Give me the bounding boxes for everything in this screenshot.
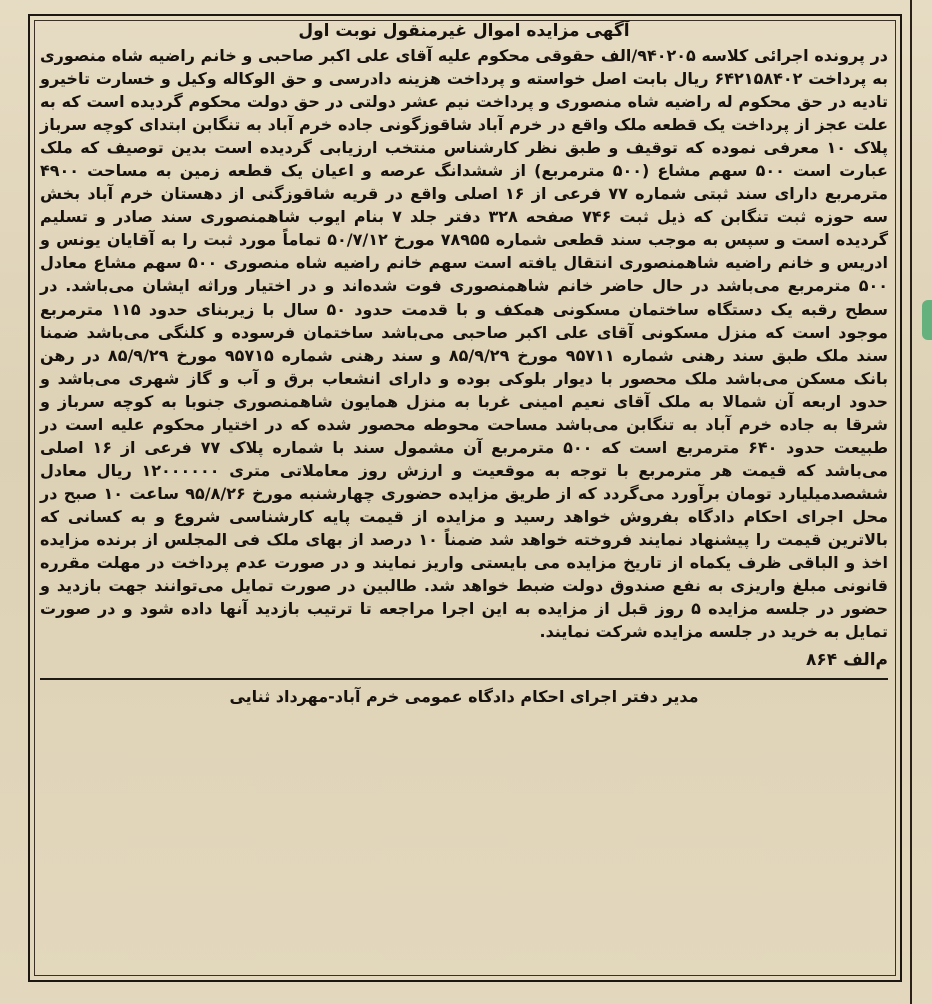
edge-color-mark (922, 300, 932, 340)
notice-reference-number: م‌الف ۸۶۴ (806, 650, 888, 671)
notice-body: در پرونده اجرائی کلاسه ۹۴۰۲۰۵/الف حقوقی محکوم علیه آقای علی اکبر صاحبی و خانم راضیه شاه منصوری به پرداخت ۶۴۲۱۵۸۴۰۲ ریال بابت اصل خواسته و پرداخت هزینه دادرسی و حق الوکاله وکیل و خسارت تاخیرو تادیه در حق محکوم له راضیه شاه منصوری و پرداخت نیم عشر دولتی در حق دولت محکوم گردیده است که به علت عجز از پرداخت یک قطعه ملک واقع در خرم آباد شاقوزگونی جاده خرم آباد به تنگابن ابتدای کوچه سرباز پلاک ۱۰ معرفی نموده که توقیف و طبق نظر کارشناس منتخب ارزیابی گردیده است بدین توصیف که ملک عبارت است ۵۰۰ سهم مشاع (۵۰۰ مترمربع) از ششدانگ عرصه و اعیان یک قطعه زمین به مساحت ۴۹۰۰ مترمربع دارای سند ثبتی شماره ۷۷ فرعی از ۱۶ اصلی واقع در قریه شاقوزگنی از دهستان خرم آباد بخش سه حوزه ثبت تنگابن که ذیل ثبت ۷۴۶ صفحه ۳۲۸ دفتر جلد ۷ بنام ایوب شاهمنصوری سند صادر و تسلیم گردیده است و سپس به موجب سند قطعی شماره ۷۸۹۵۵ مورخ ۵۰/۷/۱۲ تماماً مورد ثبت را به آقایان یونس و ادریس و خانم راضیه شاهمنصوری انتقال یافته است سهم خانم راضیه شاه منصوری ۵۰۰ سهم مشاع معادل ۵۰۰ مترمربع می‌باشد در حال حاضر خانم شاهمنصوری فوت شده‌اند و در اختیار وراثه ایشان می‌باشد. در سطح رقبه یک دستگاه ساختمان مسکونی همکف و با قدمت حدود ۵۰ سال با زیربنای حدود ۱۱۵ مترمربع موجود است که منزل مسکونی آقای علی اکبر صاحبی می‌باشد ساختمان فرسوده و کلنگی می‌باشد ضمنا سند ملک طبق سند رهنی شماره ۹۵۷۱۱ مورخ ۸۵/۹/۲۹ و سند رهنی شماره ۹۵۷۱۵ مورخ ۸۵/۹/۲۹ در رهن بانک مسکن می‌باشد ملک محصور با دیوار بلوکی بوده و دارای انشعاب برق و آب و گاز شهری می‌باشد و حدود اربعه آن شمالا به ملک آقای نعیم امینی غربا به منزل همایون شاهمنصوری جنوبا به کوچه سرباز و شرقا به جاده خرم آباد به تنگابن می‌باشد مساحت محوطه محصور شده که در اختیار محکوم علیه است در طبیعت حدود ۶۴۰ مترمربع است که ۵۰۰ مترمربع آن مشمول سند با شماره پلاک ۷۷ فرعی از ۱۶ اصلی می‌باشد که قیمت هر مترمربع با توجه به موقعیت و ارزش روز معاملاتی متری ۱۲۰۰۰۰۰۰ ریال معادل ششصدمیلیارد تومان برآورد می‌گردد که از طریق مزایده حضوری چهارشنبه مورخ ۹۵/۸/۲۶ ساعت ۱۰ صبح در محل اجرای احکام دادگاه بفروش خواهد رسید و مزایده از قیمت پایه کارشناسی شروع و به کسانی که بالاترین قیمت را پیشنهاد نمایند فروخته خواهد شد ضمناً ۱۰ درصد از بهای ملک فی المجلس از برنده مزایده اخذ و الباقی ظرف یکماه از تاریخ مزایده می بایستی واریز نمایند و در صورت عدم پرداخت در مهلت مقرره قانونی مبلغ واریزی به نفع صندوق دولت ضبط خواهد شد. طالبین در صورت تمایل می‌توانند جهت بازدید و حضور در جلسه مزایده ۵ روز قبل از مزایده به این اجرا مراجعه تا ترتیب بازدید آنها داده شود و در صورت تمایل به خرید در جلسه مزایده شرکت نمایند. (40, 46, 889, 642)
notice-signature: مدیر دفتر اجرای احکام دادگاه عمومی خرم آباد-مهرداد ثنایی (229, 687, 699, 707)
notice-content (40, 20, 888, 708)
column-rule (910, 0, 912, 1004)
footer-divider (40, 678, 888, 680)
notice-title: آگهی مزایده اموال غیرمنقول نوبت اول (298, 21, 630, 41)
